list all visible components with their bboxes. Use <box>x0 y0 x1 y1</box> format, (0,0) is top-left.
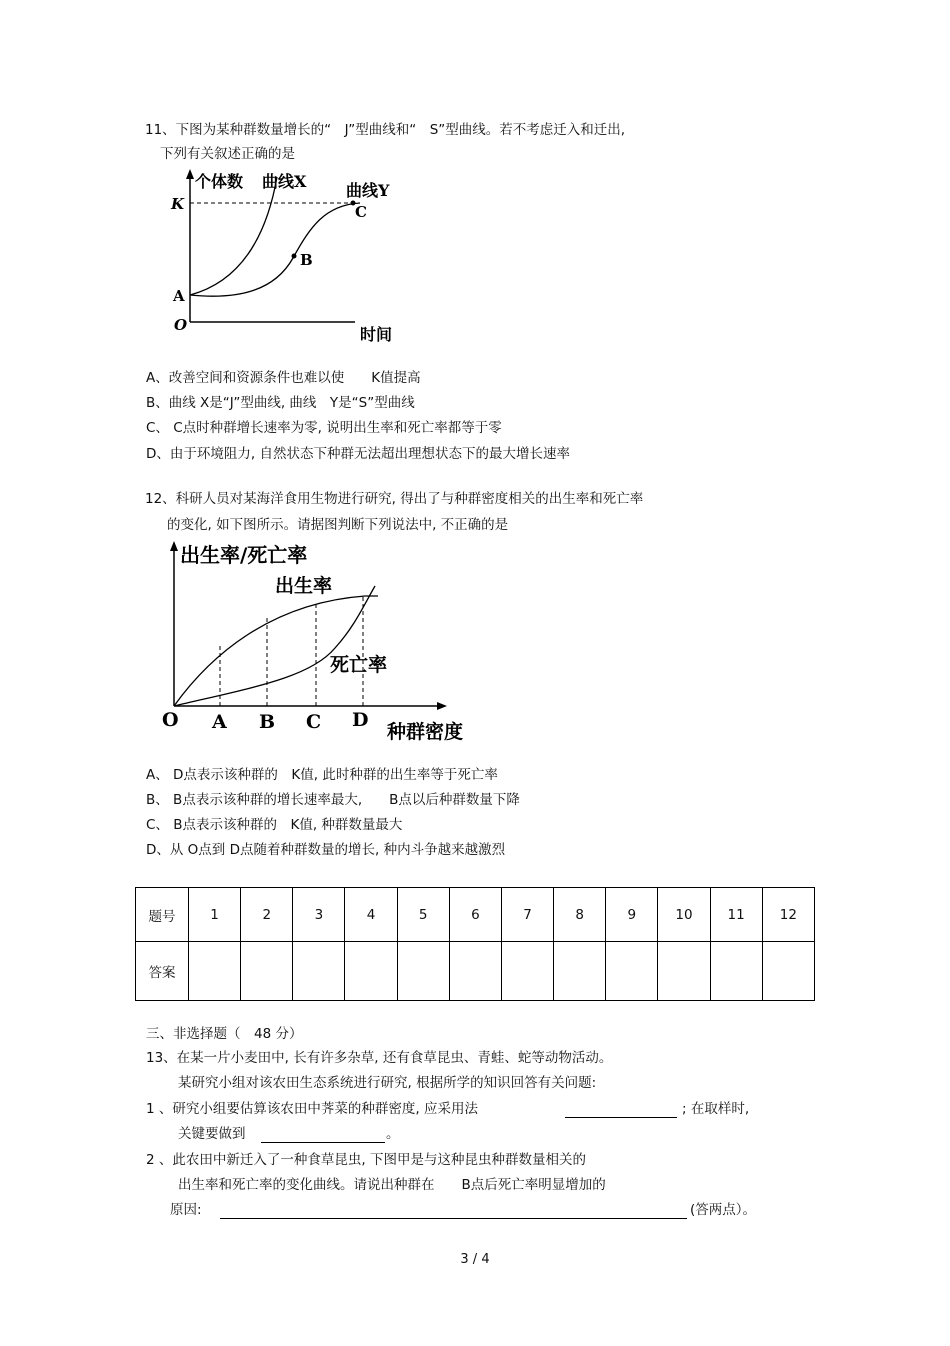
q12-option-d: D、从 O点到 D点随着种群数量的增长, 种内斗争越来越激烈 <box>146 842 506 858</box>
q12-a-label: A <box>212 711 227 733</box>
q11-option-b: B、曲线 X是“J”型曲线, 曲线 Y是“S”型曲线 <box>146 395 415 411</box>
q13-part1-key: 关键要做到 <box>178 1126 246 1142</box>
q11-point-b-dot <box>292 254 297 259</box>
q11-curve-y <box>190 203 360 296</box>
q13-part2-blank[interactable] <box>220 1201 687 1219</box>
q12-death-curve <box>174 586 375 706</box>
answer-table-number: 9 <box>606 888 658 942</box>
q11-curve-x-label: 曲线X <box>262 172 307 191</box>
answer-table-number: 10 <box>658 888 710 942</box>
answer-cell[interactable] <box>554 942 606 1001</box>
answer-table-header-row <box>136 888 815 942</box>
q11-stem-line1: 11、下图为某种群数量增长的“ J”型曲线和“ S”型曲线。若不考虑迁入和迁出, <box>145 122 626 138</box>
answer-cell[interactable] <box>501 942 553 1001</box>
answer-table-number: 1 <box>189 888 241 942</box>
answer-table-number: 8 <box>554 888 606 942</box>
q13-part1-end: 。 <box>386 1126 400 1142</box>
answer-cell[interactable] <box>241 942 293 1001</box>
q13-part1-sampling: ; 在取样时, <box>682 1101 750 1117</box>
answer-table-number: 11 <box>710 888 762 942</box>
answer-table-answer-label: 答案 <box>136 942 189 1001</box>
q12-origin-label: O <box>162 709 179 731</box>
q11-stem-line2: 下列有关叙述正确的是 <box>160 146 295 162</box>
q11-origin-label: O <box>174 316 188 334</box>
q12-birth-label: 出生率 <box>275 575 333 597</box>
q13-part2-end: (答两点）。 <box>690 1202 757 1218</box>
q13-part1-text: 1 、研究小组要估算该农田中荠菜的种群密度, 应采用法 <box>146 1101 478 1117</box>
q13-part2-line2: 出生率和死亡率的变化曲线。请说出种群在 B点后死亡率明显增加的 <box>178 1177 606 1193</box>
q11-point-a-label: A <box>173 287 185 305</box>
answer-table-number: 12 <box>762 888 814 942</box>
section3-title: 三、非选择题（ 48 分） <box>146 1026 303 1042</box>
answer-cell[interactable] <box>658 942 710 1001</box>
q13-part2-reason-label: 原因: <box>170 1202 202 1218</box>
q11-option-c: C、 C点时种群增长速率为零, 说明出生率和死亡率都等于零 <box>146 420 502 436</box>
q11-curve-y-label: 曲线Y <box>346 181 390 200</box>
q11-point-b-label: B <box>300 251 313 269</box>
q13-line2: 某研究小组对该农田生态系统进行研究, 根据所学的知识回答有关问题: <box>178 1075 597 1091</box>
q13-part1-blank1[interactable] <box>565 1100 677 1118</box>
answer-cell[interactable] <box>762 942 814 1001</box>
q13-line1: 13、在某一片小麦田中, 长有许多杂草, 还有食草昆虫、青蛙、蛇等动物活动。 <box>146 1050 613 1066</box>
answer-cell[interactable] <box>397 942 449 1001</box>
answer-table-number: 2 <box>241 888 293 942</box>
q12-x-label: 种群密度 <box>387 721 464 743</box>
answer-table-number: 3 <box>293 888 345 942</box>
q12-c-label: C <box>306 711 322 733</box>
answer-table-answer-row <box>136 942 815 1001</box>
q12-birth-curve <box>174 596 378 706</box>
answer-cell[interactable] <box>449 942 501 1001</box>
q11-y-arrow <box>186 169 194 179</box>
answer-cell[interactable] <box>189 942 241 1001</box>
q11-curve-x <box>190 177 277 295</box>
q13-part1-blank2[interactable] <box>261 1125 385 1143</box>
q12-x-arrow <box>437 702 447 710</box>
q12-option-b: B、 B点表示该种群的增长速率最大, B点以后种群数量下降 <box>146 792 520 808</box>
q12-stem-line2: 的变化, 如下图所示。请据图判断下列说法中, 不正确的是 <box>167 517 509 533</box>
q11-option-d: D、由于环境阻力, 自然状态下种群无法超出理想状态下的最大增长速率 <box>146 446 570 462</box>
q12-y-arrow <box>170 541 178 551</box>
answer-table-number: 5 <box>397 888 449 942</box>
q12-y-label: 出生率/死亡率 <box>180 543 308 567</box>
answer-cell[interactable] <box>345 942 397 1001</box>
page-number: 3 / 4 <box>460 1252 490 1267</box>
answer-cell[interactable] <box>710 942 762 1001</box>
answer-cell[interactable] <box>606 942 658 1001</box>
q12-figure <box>160 538 490 748</box>
q11-k-label: K <box>171 195 185 213</box>
q12-option-a: A、 D点表示该种群的 K值, 此时种群的出生率等于死亡率 <box>146 767 498 783</box>
q11-x-label: 时间 <box>360 325 393 344</box>
q11-point-c-label: C <box>355 203 367 221</box>
q12-d-label: D <box>352 709 369 731</box>
q11-option-a: A、改善空间和资源条件也难以使 K值提高 <box>146 370 421 386</box>
answer-table-number: 6 <box>449 888 501 942</box>
answer-table <box>135 887 815 1001</box>
answer-cell[interactable] <box>293 942 345 1001</box>
answer-table-number: 4 <box>345 888 397 942</box>
answer-table-number: 7 <box>501 888 553 942</box>
q12-stem-line1: 12、科研人员对某海洋食用生物进行研究, 得出了与种群密度相关的出生率和死亡率 <box>145 491 644 507</box>
answer-table-head-label: 题号 <box>136 888 189 942</box>
q13-part2-line1: 2 、此农田中新迁入了一种食草昆虫, 下图甲是与这种昆虫种群数量相关的 <box>146 1152 586 1168</box>
q11-figure <box>165 165 410 350</box>
q12-b-label: B <box>259 711 276 733</box>
q12-death-label: 死亡率 <box>330 654 388 676</box>
q11-y-label: 个体数 <box>195 172 244 191</box>
q12-option-c: C、 B点表示该种群的 K值, 种群数量最大 <box>146 817 403 833</box>
